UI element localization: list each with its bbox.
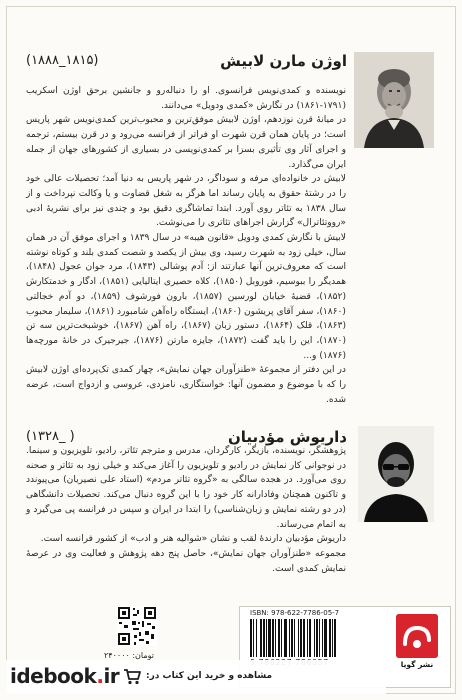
isbn-label: ISBN: 978-622-7786-05-7 xyxy=(250,609,340,617)
bio-paragraph: در این دفتر از مجموعهٔ «طنزآوران جهان نمایش»، چهار کمدی تک‌پرده‌ای اوژن لابیش را که با موضوع و مضمون آنها: خواستگاری، نامزدی، عروسی و ازدواج است، عرضه شده. xyxy=(26,365,346,405)
publisher-logo-icon xyxy=(396,614,438,658)
author-portrait-moaddabian xyxy=(358,426,434,522)
author-title-moaddabian: داریوش مؤدبیان xyxy=(227,428,347,446)
bio-paragraph: لابیش با نگارش کمدی ودویل «قانون هیبه» در سال ۱۸۳۹ و اجرای موفق آن در همان سال، خیلی زود به شهرت رسید، وی بیش از یکصد و شصت کمدی بلند و کوتاه نوشته است که معروف‌ترین آنها عبارتند از: آدم پوشالی (۱۸۴۳)، مرد جوان عجول (۱۸۴۸)، همدیگر را ببوسیم، فوروبل (۱۸۵۰)، کلاه حصیری ایتالیایی (۱۸۵۱)، ادگار و خدمتکارش (۱۸۵۲)، قضیهٔ خیابان لورسین (۱۸۵۷)، بارون فورشوف (۱۸۵۹)، دو آدم خجالتی (۱۸۶۰)، سفر آقای پریشون (۱۸۶۰)، ایستگاه راه‌آهن شامبورد (۱۸۶۱)، سلیمار محبوب (۱۸۶۳)، قلک (۱۸۶۴)، دستور زبان (۱۸۶۷)، راه آهن (۱۸۶۷)، خوشبخت‌ترین سه تن (۱۸۷۰)، این را باید گفت (۱۸۷۲)، جایزه مارتن (۱۸۷۶)، جیرجیرک در خانهٔ مورچه‌ها (۱۸۷۶) و... xyxy=(26,233,347,361)
qr-code-icon[interactable] xyxy=(117,606,157,646)
shopping-cart-icon xyxy=(122,666,142,686)
author-bio-moaddabian xyxy=(26,444,346,576)
watermark-logo-tld: ir xyxy=(103,664,120,688)
watermark-logo-main: idebook xyxy=(10,664,97,688)
bio-paragraph: مجموعه «طنزآوران جهان نمایش»، حاصل پنج دهه پژوهش و فعالیت وی در عرصهٔ نمایش کمدی است. xyxy=(26,548,346,574)
author-title-labiche: اوژن مارن لابیش xyxy=(220,52,347,70)
author-dates-labiche: (۱۸۸۸_۱۸۱۵) xyxy=(26,53,99,68)
bio-paragraph: در میانهٔ قرن نوزدهم، اوژن لابیش موفق‌ترین و محبوب‌ترین کمدی‌نویس شهر پاریس است؛ در پایان همان قرن شهرت او فراتر از فرانسه می‌رود و در قرن بیستم، ترجمه و اجرای آثار وی تأثیری بسزا بر کمدی‌نویسی در بسیاری از کشورهای جهان از جمله ایران می‌گذارد. xyxy=(26,115,346,170)
publisher-name: نشر گویا xyxy=(400,660,434,669)
bio-paragraph: پژوهشگر، نویسنده، بازیگر، کارگردان، مدرس و مترجم تئاتر، رادیو، تلویزیون و سینما. در نوجوانی کار نمایش در رادیو و تلویزیون را آغاز می‌کند و خیلی زود به تئاتر و صحنه روی می‌آورد. در هجده سالگی به «گروه تئاتر مردم» (استاد علی نصیریان) می‌پیوندد و تاکنون همچنان وفادارانه کار خود را با این گروه دنبال می‌کند. تحصیلات دانشگاهی (در دو رشته نمایش و زبان‌شناسی) را ابتدا در ایران و سپس در فرانسه پی می‌گیرد و به اتمام می‌رساند. xyxy=(26,446,346,530)
bio-paragraph: نویسنده و کمدی‌نویس فرانسوی. او را دنباله‌رو و جانشین برحق اوژن اسکریب (۱۷۹۱-۱۸۶۱) در نگارش «کمدی ودویل» می‌دانند. xyxy=(26,86,346,111)
bio-paragraph: لابیش در خانواده‌ای مرفه و سوداگر، در شهر پاریس به دنیا آمد؛ تحصیلات عالی خود را در رشتهٔ حقوق به پایان رساند اما هرگز به شغل قضاوت و یا وکالت نپرداخت و از سال ۱۸۳۸ به تئاتر روی آورد. ابتدا تماشاگری دقیق بود و چندی نیز برای نشریهٔ ادبی «رووتئاترال» گزارش اجراهای تئاتری را می‌نوشت. xyxy=(26,174,347,229)
author-bio-labiche xyxy=(26,84,346,407)
author-dates-moaddabian: (۱۳۲۸_ ) xyxy=(26,429,75,444)
bio-paragraph: داریوش مؤدبیان دارندهٔ لقب و نشان «شوالیه هنر و ادب» از کشور فرانسه است. xyxy=(40,534,346,545)
price-label: تومان: ۲۴۰۰۰۰ xyxy=(104,651,154,660)
barcode-icon xyxy=(250,619,368,657)
barcode-bar xyxy=(334,619,336,657)
author-portrait-labiche xyxy=(354,52,434,148)
watermark-logo-dot: . xyxy=(96,664,104,688)
watermark-logo[interactable] xyxy=(10,664,119,688)
watermark-tagline: مشاهده و خرید این کتاب در: xyxy=(146,671,273,681)
